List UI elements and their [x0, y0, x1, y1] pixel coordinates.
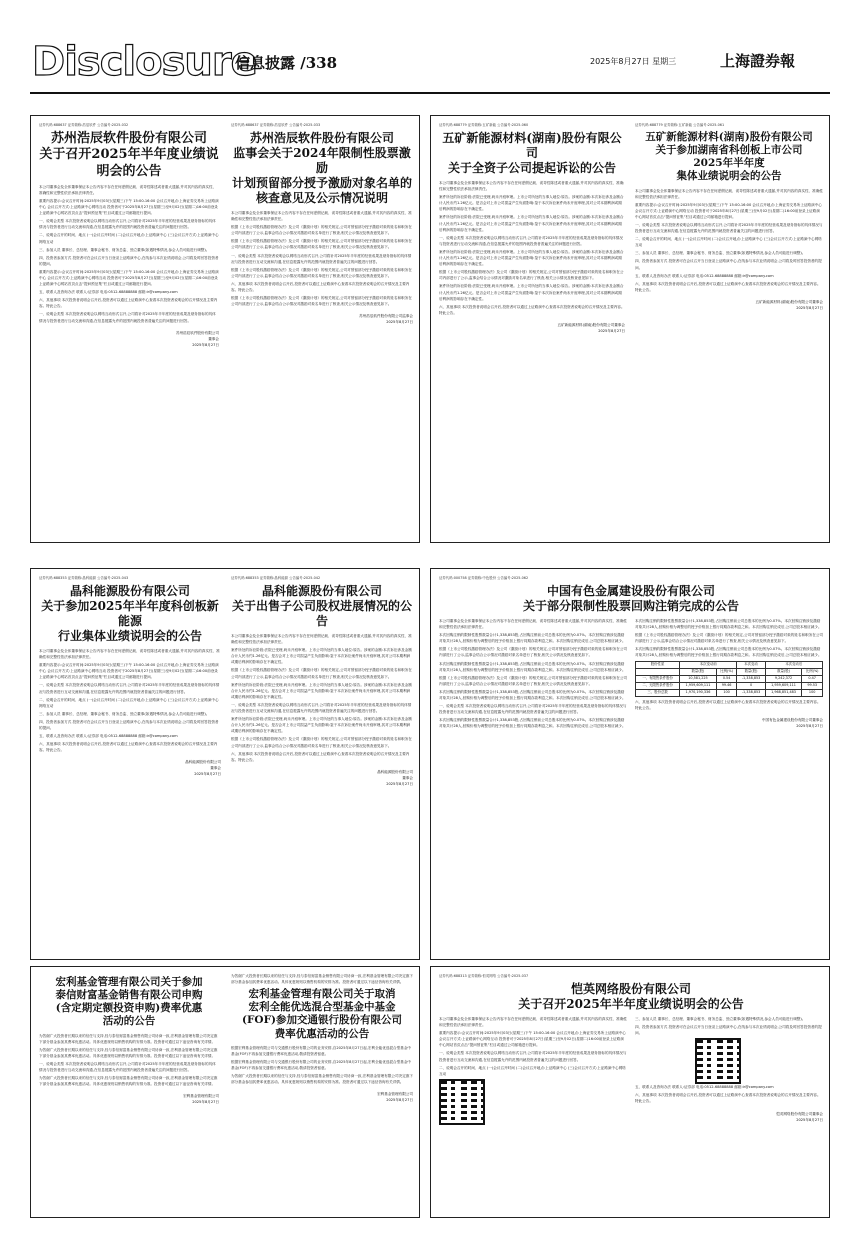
signature: 苏州浩辰软件股份有限公司监事会 2025年8月27日	[359, 314, 413, 325]
paragraph: 六、其他事项 本次投资者说明会召开后,投资者可以通过上证路演中心查看本次投资者说明会的召开情况及主要内容。特此公告。	[635, 1093, 821, 1104]
paragraph: 二、说明会召开的时间、地点 (一)会议召开时间 (二)会议召开地点:上证路演中心 (三)会议召开方式:上证路演中心网络互动	[39, 233, 219, 244]
table-header-row: 股份性质 本次变动前 本次变动 本次变动后	[636, 661, 823, 668]
paragraph: 案件所处的诉讼阶段:法院已受理,尚未开庭审理。上市公司所处的当事人地位:原告。涉案的金额:本次诉讼涉及金额合计人民币约1.26亿元。是否会对上市公司损益产生负面影响:鉴于本次诉讼案件尚未开庭审理,其对公司本期利润或期后利润的影响存在不确定性。	[231, 717, 412, 734]
announcement-title: 五矿新能源材料(湖南)股份有限公司 关于参加湖南省科创板上市公司 2025年半年度 集体业绩说明会的公告	[645, 131, 813, 183]
paragraph: 根据《上市公司股权激励管理办法》及公司《激励计划》的相关规定,公司对预留部分授予激励对象的姓名和职务在公司内部进行了公示,监事会结合公示情况对激励对象名单进行了核查,相关公示情况及核查意见如下。	[231, 225, 412, 236]
announcement-a7	[439, 575, 823, 955]
paragraph: 本次回购注销的限制性股票数量合计1,338,853股,占回购注销前公司总股本的比例为0.07%。本次回购注销涉及激励对象共计28人,回购价格为调整后的授予价格加上银行同期存款利息之和。本次回购注销完成后,公司总股本相应减少。	[439, 718, 626, 729]
announcement-a5	[39, 575, 221, 955]
announcement-title: 苏州浩辰软件股份有限公司 监事会关于2024年限制性股票激励 计划预留部分授予激励对象名单的 核查意见及公示情况说明	[231, 131, 412, 205]
section-title: 信息披露 /338	[235, 54, 338, 72]
paragraph: 六、其他事项 本次投资者说明会召开后,投资者可以通过上证路演中心查看本次投资者说明会的召开情况及主要内容。特此公告。	[439, 304, 625, 315]
paragraph: 一、说明会类型 本次投资者说明会以网络互动形式召开,公司将针对2025年半年度的经营成果及财务指标的具体情况与投资者进行互动交流和沟通,在信息披露允许的范围内就投资者普遍关注的问题进行回答。	[635, 222, 823, 234]
signature: 中国有色金属建设股份有限公司董事会 2025年8月27日	[761, 717, 823, 728]
announcement-a3	[439, 122, 625, 538]
paragraph: 本次回购注销的限制性股票数量合计1,338,853股,占回购注销前公司总股本的比例为0.07%。本次回购注销涉及激励对象共计28人,回购价格为调整后的授予价格加上银行同期存款利息之和。本次回购注销完成后,公司总股本相应减少。	[439, 633, 626, 644]
issue-date: 2025年8月27日 星期三	[590, 57, 677, 66]
paragraph: 一、说明会类型 本次投资者说明会以网络互动形式召开,公司将针对2025年半年度的经营成果及财务指标的具体情况与投资者进行互动交流和沟通,在信息披露允许的范围内就投资者普遍关注的问题进行回答。	[231, 253, 412, 264]
paragraph: 二、说明会召开的时间、地点 (一)会议召开时间 (二)会议召开地点:上证路演中心 (三)会议召开方式:上证路演中心网络互动	[635, 237, 822, 248]
announcement-title: 中国有色金属建设股份有限公司 关于部分限制性股票回购注销完成的公告	[522, 584, 739, 613]
paragraph: 为答谢广大投资者长期以来的信任与支持,经与泰信财富基金销售有限公司协商一致,宏利基金管理有限公司决定旗下部分基金参加其费率优惠活动。具体优惠规则以销售机构的安排为准。投资者可通过以下途径咨询有关详情。	[231, 974, 413, 985]
paragraph: 五、联系人及咨询办法 联系人:证券部 电话:0512-68888888 邮箱:ir@company.com	[39, 734, 178, 739]
newspaper-name: 上海證券報	[720, 52, 796, 70]
paragraph: 三、参加人员 董事长、总经理、董事会秘书、财务总监、独立董事(如遇特殊情况,参会人员可能进行调整)。	[635, 251, 806, 256]
signature: 苏州浩辰软件股份有限公司 董事会 2025年8月27日	[175, 330, 219, 347]
paragraph: 一、说明会类型 本次投资者说明会以网络互动形式召开,公司将针对2025年半年度的经营成果及财务指标的具体情况与投资者进行互动交流和沟通,在信息披露允许的范围内就投资者普遍关注的问题进行回答。	[39, 683, 220, 694]
paragraph: 为答谢广大投资者长期以来的信任与支持,经与泰信财富基金销售有限公司协商一致,宏利基金管理有限公司决定旗下部分基金参加其费率优惠活动。具体优惠规则以销售机构的安排为准。投资者可通过以下途径咨询有关详情。	[231, 1074, 413, 1085]
paragraph: 根据《上市公司股权激励管理办法》及公司《激励计划》的相关规定,公司对预留部分授予激励对象的姓名和职务在公司内部进行了公示,监事会结合公示情况对激励对象名单进行了核查,相关公示情况及核查意见如下。	[231, 668, 412, 679]
panel-nfc	[430, 568, 830, 960]
stock-code: 证券代码:688313 证券简称:恒英网络 公告编号:2025-037	[439, 974, 529, 978]
announcement-title: 苏州浩辰软件股份有限公司 关于召开2025年半年度业绩说明会的公告	[39, 131, 219, 179]
paragraph: 根据《上市公司股权激励管理办法》及公司《激励计划》的相关规定,公司对预留部分授予激励对象的姓名和职务在公司内部进行了公示,监事会结合公示情况对激励对象名单进行了核查,相关公示情况及核查意见如下。	[439, 675, 628, 686]
paragraph: 案件所处的诉讼阶段:法院已受理,尚未开庭审理。上市公司所处的当事人地位:原告。涉案的金额:本次诉讼涉及金额合计人民币约1.26亿元。是否会对上市公司损益产生负面影响:鉴于本次诉讼案件尚未开庭审理,其对公司本期利润或期后利润的影响存在不确定性。	[231, 648, 412, 665]
paragraph: 六、其他事项 本次投资者说明会召开后,投资者可以通过上证路演中心查看本次投资者说明会的召开情况及主要内容。特此公告。	[39, 298, 218, 309]
announcement-a2	[231, 122, 413, 538]
masthead	[30, 38, 830, 88]
paragraph: 一、说明会类型 本次投资者说明会以网络互动形式召开,公司将针对2025年半年度的经营成果及财务指标的具体情况与投资者进行互动交流和沟通,在信息披露允许的范围内就投资者普遍关注的问题进行回答。	[439, 1051, 627, 1062]
announcement-title: 五矿新能源材料(湖南)股份有限公司 关于全资子公司提起诉讼的公告	[442, 131, 622, 175]
paragraph: 根据《上市公司股权激励管理办法》及公司《激励计划》的相关规定,公司对预留部分授予激励对象的姓名和职务在公司内部进行了公示,监事会结合公示情况对激励对象名单进行了核查,相关公示情况及核查意见如下。	[231, 737, 412, 748]
table-row: 三、股份总数 1,970,190,336 100 -1,338,853 1,968,851,483 100	[636, 689, 823, 696]
stock-code: 证券代码:688353 证券简称:晶科能源 公告编号:2025-043	[39, 576, 129, 580]
paragraph: 一、说明会类型 本次投资者说明会以网络互动形式召开,公司将针对2025年半年度的经营成果及财务指标的具体情况与投资者进行互动交流和沟通,在信息披露允许的范围内就投资者普遍关注的问题进行回答。	[39, 219, 216, 230]
paragraph: 本次回购注销的限制性股票数量合计1,338,853股,占回购注销前公司总股本的比例为0.07%。本次回购注销涉及激励对象共计28人,回购价格为调整后的授予价格加上银行同期存款利息之和。本次回购注销完成后,公司总股本相应减少。	[439, 661, 626, 672]
paragraph: 根据《上市公司股权激励管理办法》及公司《激励计划》的相关规定,公司对预留部分授予激励对象的姓名和职务在公司内部进行了公示,监事会结合公示情况对激励对象名单进行了核查,相关公示情况及核查意见如下。	[439, 647, 628, 658]
signature: 五矿新能源材料(湖南)股份有限公司董事会 2025年8月27日	[755, 299, 823, 310]
paragraph: 根据宏利基金管理有限公司与交通银行股份有限公司的业务安排,自2025年8月27日起,宏利全能优选混合型基金中基金(FOF)不再参加交通银行费率优惠活动,敬请投资者留意。	[231, 1045, 412, 1056]
paragraph: 案件所处的诉讼阶段:法院已受理,尚未开庭审理。上市公司所处的当事人地位:原告。涉案的金额:本次诉讼涉及金额合计人民币约1.26亿元。是否会对上市公司损益产生负面影响:鉴于本次诉讼案件尚未开庭审理,其对公司本期利润或期后利润的影响存在不确定性。	[439, 284, 624, 301]
paragraph: 重要内容提示:会议召开时间:2025年9月03日(星期三)下午 15:00-16:00 会议召开地点:上海证券交易所上证路演中心 会议召开方式:上证路演中心网络互动 投资者可于2025年8月27日(星期三)至9月02日(星期二)16:00前登录上证路演中心网站首页点击“提问预征集”栏目或通过公司邮箱进行提问。	[39, 663, 219, 680]
paragraph: 本公司董事会及全体董事保证本公告内容不存在任何虚假记载、误导性陈述或者重大遗漏,并对其内容的真实性、准确性和完整性依法承担法律责任。	[635, 188, 823, 199]
announcement-a6	[231, 575, 413, 955]
qr-code-icon	[695, 1038, 741, 1084]
paragraph: 三、参加人员 董事长、总经理、董事会秘书、财务总监、独立董事(如遇特殊情况,参会人员可能进行调整)。	[635, 1017, 806, 1021]
paragraph: 为答谢广大投资者长期以来的信任与支持,经与泰信财富基金销售有限公司协商一致,宏利基金管理有限公司决定旗下部分基金参加其费率优惠活动。具体优惠规则以销售机构的安排为准。投资者可通过以下途径咨询有关详情。	[39, 1047, 218, 1058]
paragraph: 本次回购注销的限制性股票数量合计1,338,853股,占回购注销前公司总股本的比例为0.07%。本次回购注销涉及激励对象共计28人,回购价格为调整后的授予价格加上银行同期存款利息之和。本次回购注销完成后,公司总股本相应减少。	[635, 647, 822, 658]
paragraph: 六、其他事项 本次投资者说明会召开后,投资者可以通过上证路演中心查看本次投资者说明会的召开情况及主要内容。特此公告。	[231, 751, 410, 762]
panel-jinko	[30, 568, 420, 960]
paragraph: 三、参加人员 董事长、总经理、董事会秘书、财务总监、独立董事(如遇特殊情况,参会人员可能进行调整)。	[39, 711, 210, 716]
announcement-title: 晶科能源股份有限公司 关于参加2025年半年度科创板新能源 行业集体业绩说明会的公告	[41, 584, 219, 643]
paragraph: 重要内容提示:会议召开时间:2025年9月03日(星期三)下午 15:00-16:00 会议召开地点:上海证券交易所上证路演中心 会议召开方式:上证路演中心网络互动 投资者可于2025年8月27日(星期三)至9月02日(星期二)16:00前登录上证路演中心网站首页点击“提问预征集”栏目或通过公司邮箱进行提问。	[39, 269, 219, 287]
paragraph: 本公司董事会及全体董事保证本公告内容不存在任何虚假记载、误导性陈述或者重大遗漏,并对其内容的真实性、准确性和完整性依法承担法律责任。	[231, 634, 412, 645]
paragraph: 一、说明会类型 本次投资者说明会以网络互动形式召开,公司将针对2025年半年度的经营成果及财务指标的具体情况与投资者进行互动交流和沟通,在信息披露允许的范围内就投资者普遍关注的问题进行回答。	[439, 235, 623, 246]
paragraph: 本公司董事会及全体董事保证本公告内容不存在任何虚假记载、误导性陈述或者重大遗漏,并对其内容的真实性、准确性和完整性依法承担法律责任。	[439, 619, 628, 630]
paragraph: 重要内容提示:会议召开时间:2025年9月03日(星期三)下午 15:00-16:00 会议召开地点:上海证券交易所上证路演中心 会议召开方式:上证路演中心网络互动 投资者可于2025年8月27日(星期三)至9月02日(星期二)16:00前登录上证路演中心网站首页点击“提问预征集”栏目或通过公司邮箱进行提问。	[635, 202, 822, 219]
stock-code: 证券代码:688637 证券简称:浩辰软件 公告编号:2025-033	[231, 123, 321, 127]
panel-kaiying	[430, 966, 830, 1218]
paragraph: 五、联系人及咨询办法 联系人:证券部 电话:0512-68888888 邮箱:ir@company.com	[635, 273, 774, 278]
paragraph: 本公司董事会及全体董事保证本公告内容不存在任何虚假记载、误导性陈述或者重大遗漏,并对其内容的真实性、准确性和完整性依法承担法律责任。	[39, 649, 220, 660]
paragraph: 本公司董事会及全体董事保证本公告内容不存在任何虚假记载、误导性陈述或者重大遗漏,并对其内容的真实性、准确性和完整性依法承担法律责任。	[439, 1017, 628, 1028]
stock-code: 证券代码:688779 证券简称:五矿新能 公告编号:2025-060	[439, 123, 529, 127]
paragraph: 三、参加人员 董事长、总经理、董事会秘书、财务总监、独立董事(如遇特殊情况,参会人员可能进行调整)。	[39, 247, 210, 252]
announcement-a8	[39, 973, 219, 1213]
signature: 晶科能源股份有限公司 董事会 2025年8月27日	[185, 760, 221, 777]
stock-code: 证券代码:688779 证券简称:五矿新能 公告编号:2025-061	[635, 123, 725, 127]
paragraph: 一、说明会类型 本次投资者说明会以网络互动形式召开,公司将针对2025年半年度的经营成果及财务指标的具体情况与投资者进行互动交流和沟通,在信息披露允许的范围内就投资者普遍关注的问题进行回答。	[39, 312, 216, 323]
paragraph: 重要内容提示:会议召开时间:2025年9月03日(星期三)下午 15:00-16:00 会议召开地点:上海证券交易所上证路演中心 会议召开方式:上证路演中心网络互动 投资者可于2025年8月27日(星期三)至9月02日(星期二)16:00前登录上证路演中心网站首页点击“提问预征集”栏目或通过公司邮箱进行提问。	[39, 198, 219, 216]
signature: 五矿新能源材料(湖南)股份有限公司董事会 2025年8月27日	[557, 322, 625, 333]
stock-code: 证券代码:000758 证券简称:中色股份 公告编号:2025-062	[439, 576, 529, 580]
paragraph: 根据《上市公司股权激励管理办法》及公司《激励计划》的相关规定,公司对预留部分授予激励对象的姓名和职务在公司内部进行了公示,监事会结合公示情况对激励对象名单进行了核查,相关公示情况及核查意见如下。	[231, 239, 412, 250]
paragraph: 本公司董事会及全体董事保证本公告内容不存在任何虚假记载、误导性陈述或者重大遗漏,并对其内容的真实性、准确性和完整性依法承担法律责任。	[39, 184, 217, 195]
paragraph: 案件所处的诉讼阶段:法院已受理,尚未开庭审理。上市公司所处的当事人地位:原告。涉案的金额:本次诉讼涉及金额合计人民币约1.26亿元。是否会对上市公司损益产生负面影响:鉴于本次诉讼案件尚未开庭审理,其对公司本期利润或期后利润的影响存在不确定性。	[439, 215, 624, 232]
paragraph: 为答谢广大投资者长期以来的信任与支持,经与泰信财富基金销售有限公司协商一致,宏利基金管理有限公司决定旗下部分基金参加其费率优惠活动。具体优惠规则以销售机构的安排为准。投资者可通过以下途径咨询有关详情。	[39, 1033, 218, 1044]
brand-logo: Disclosure	[32, 39, 257, 85]
paragraph: 一、说明会类型 本次投资者说明会以网络互动形式召开,公司将针对2025年半年度的经营成果及财务指标的具体情况与投资者进行互动交流和沟通,在信息披露允许的范围内就投资者普遍关注的问题进行回答。	[439, 704, 627, 715]
paragraph: 四、投资者参加方式 投资者可在会议召开当日登录上证路演中心,在线参与本次业绩说明会,公司将及时回答投资者的提问。	[39, 255, 219, 266]
paragraph: 六、其他事项 本次投资者说明会召开后,投资者可以通过上证路演中心查看本次投资者说明会的召开情况及主要内容。特此公告。	[231, 281, 410, 293]
paragraph: 二、说明会召开的时间、地点 (一)会议召开时间 (二)会议召开地点:上证路演中心 (三)会议召开方式:上证路演中心网络互动	[439, 1065, 626, 1076]
announcement-title: 恺英网络股份有限公司 关于召开2025年半年度业绩说明会的公告	[518, 982, 744, 1011]
paragraph: 四、投资者参加方式 投资者可在会议召开当日登录上证路演中心,在线参与本次业绩说明会,公司将及时回答投资者的提问。	[39, 719, 219, 731]
announcement-title: 宏利基金管理有限公司关于取消 宏利全能优选混合型基金中基金 (FOF)参加交通银行股份有限公司 费率优惠活动的公告	[242, 988, 402, 1040]
masthead-rule	[30, 92, 830, 94]
table-row: 一、有限售条件股份 10,581,225 0.54 -1,338,853 9,242,372 0.47	[636, 675, 823, 682]
paragraph: 五、联系人及咨询办法 联系人:证券部 电话:0512-68888888 邮箱:ir@company.com	[635, 1085, 774, 1090]
paragraph: 根据《上市公司股权激励管理办法》及公司《激励计划》的相关规定,公司对预留部分授予激励对象的姓名和职务在公司内部进行了公示,监事会结合公示情况对激励对象名单进行了核查,相关公示情况及核查意见如下。	[231, 267, 412, 278]
announcement-a10	[439, 973, 823, 1213]
paragraph: 本次回购注销的限制性股票数量合计1,338,853股,占回购注销前公司总股本的比例为0.07%。本次回购注销涉及激励对象共计28人,回购价格为调整后的授予价格加上银行同期存款利息之和。本次回购注销完成后,公司总股本相应减少。	[439, 689, 626, 701]
table-subheader-row: 数量(股) 比例(%) 数量(股) 数量(股) 比例(%)	[636, 668, 823, 675]
stock-code: 证券代码:688353 证券简称:晶科能源 公告编号:2025-042	[231, 576, 321, 580]
signature: 恺英网络股份有限公司董事会 2025年8月27日	[776, 1111, 823, 1122]
announcement-a4	[635, 122, 823, 538]
paragraph: 六、其他事项 本次投资者说明会召开后,投资者可以通过上证路演中心查看本次投资者说明会的召开情况及主要内容。特此公告。	[39, 742, 218, 753]
panel-haochen	[30, 115, 420, 543]
panel-wukuang	[430, 115, 830, 543]
paragraph: 案件所处的诉讼阶段:法院已受理,尚未开庭审理。上市公司所处的当事人地位:原告。涉案的金额:本次诉讼涉及金额合计人民币约1.26亿元。是否会对上市公司损益产生负面影响:鉴于本次诉讼案件尚未开庭审理,其对公司本期利润或期后利润的影响存在不确定性。	[231, 682, 412, 699]
paragraph: 根据《上市公司股权激励管理办法》及公司《激励计划》的相关规定,公司对预留部分授予激励对象的姓名和职务在公司内部进行了公示,监事会结合公示情况对激励对象名单进行了核查,相关公示情况及核查意见如下。	[635, 633, 823, 644]
paragraph: 本公司董事会及全体董事保证本公告内容不存在任何虚假记载、误导性陈述或者重大遗漏,并对其内容的真实性、准确性和完整性依法承担法律责任。	[231, 211, 412, 222]
paragraph: 二、说明会召开的时间、地点 (一)会议召开时间 (二)会议召开地点:上证路演中心 (三)会议召开方式:上证路演中心网络互动	[39, 697, 219, 708]
paragraph: 根据宏利基金管理有限公司与交通银行股份有限公司的业务安排,自2025年8月27日起,宏利全能优选混合型基金中基金(FOF)不再参加交通银行费率优惠活动,敬请投资者留意。	[231, 1059, 412, 1070]
signature: 晶科能源股份有限公司 董事会 2025年8月27日	[377, 769, 413, 786]
qr-code-icon	[439, 1079, 485, 1125]
paragraph: 一、说明会类型 本次投资者说明会以网络互动形式召开,公司将针对2025年半年度的经营成果及财务指标的具体情况与投资者进行互动交流和沟通,在信息披露允许的范围内就投资者普遍关注的问题进行回答。	[231, 702, 412, 714]
paragraph: 六、其他事项 本次投资者说明会召开后,投资者可以通过上证路演中心查看本次投资者说明会的召开情况及主要内容。特此公告。	[635, 699, 821, 710]
paragraph: 本公司董事会及全体董事保证本公告内容不存在任何虚假记载、误导性陈述或者重大遗漏,并对其内容的真实性、准确性和完整性依法承担法律责任。	[439, 181, 624, 192]
paragraph: 根据《上市公司股权激励管理办法》及公司《激励计划》的相关规定,公司对预留部分授予激励对象的姓名和职务在公司内部进行了公示,监事会结合公示情况对激励对象名单进行了核查,相关公示情况及核查意见如下。	[439, 270, 624, 281]
announcement-a9	[231, 973, 413, 1213]
share-structure-table	[635, 661, 823, 697]
signature: 宏利基金管理有限公司 2025年8月27日	[183, 1094, 219, 1105]
table-row: 二、无限售条件股份 1,959,609,111 99.46 0 1,959,609,111 99.53	[636, 682, 823, 689]
paragraph: 一、说明会类型 本次投资者说明会以网络互动形式召开,公司将针对2025年半年度的经营成果及财务指标的具体情况与投资者进行互动交流和沟通,在信息披露允许的范围内就投资者普遍关注的问题进行回答。	[39, 1061, 216, 1072]
signature: 宏利基金管理有限公司 2025年8月27日	[377, 1092, 413, 1103]
paragraph: 六、其他事项 本次投资者说明会召开后,投资者可以通过上证路演中心查看本次投资者说明会的召开情况及主要内容。特此公告。	[635, 281, 821, 292]
panel-manulife	[30, 966, 420, 1218]
paragraph: 四、投资者参加方式 投资者可在会议召开当日登录上证路演中心,在线参与本次业绩说明会,公司将及时回答投资者的提问。	[635, 259, 822, 270]
paragraph: 为答谢广大投资者长期以来的信任与支持,经与泰信财富基金销售有限公司协商一致,宏利基金管理有限公司决定旗下部分基金参加其费率优惠活动。具体优惠规则以销售机构的安排为准。投资者可通过以下途径咨询有关详情。	[39, 1076, 218, 1087]
paragraph: 案件所处的诉讼阶段:法院已受理,尚未开庭审理。上市公司所处的当事人地位:原告。涉案的金额:本次诉讼涉及金额合计人民币约1.26亿元。是否会对上市公司损益产生负面影响:鉴于本次诉讼案件尚未开庭审理,其对公司本期利润或期后利润的影响存在不确定性。	[439, 195, 624, 212]
announcement-title: 宏利基金管理有限公司关于参加 泰信财富基金销售有限公司申购 (含定期定额投资申购)费率优惠 活动的公告	[55, 976, 203, 1028]
paragraph: 根据《上市公司股权激励管理办法》及公司《激励计划》的相关规定,公司对预留部分授予激励对象的姓名和职务在公司内部进行了公示,监事会结合公示情况对激励对象名单进行了核查,相关公示情况及核查意见如下。	[231, 296, 412, 307]
paragraph: 五、联系人及咨询办法 联系人:证券部 电话:0512-68888888 邮箱:ir@company.com	[39, 290, 178, 295]
paragraph: 本次回购注销的限制性股票数量合计1,338,853股,占回购注销前公司总股本的比例为0.07%。本次回购注销涉及激励对象共计28人,回购价格为调整后的授予价格加上银行同期存款利息之和。本次回购注销完成后,公司总股本相应减少。	[635, 619, 822, 630]
announcement-a1	[39, 122, 219, 538]
paragraph: 四、投资者参加方式 投资者可在会议召开当日登录上证路演中心,在线参与本次业绩说明会,公司将及时回答投资者的提问。	[635, 1025, 822, 1036]
announcement-title: 晶科能源股份有限公司 关于出售子公司股权进展情况的公告	[231, 584, 412, 628]
paragraph: 案件所处的诉讼阶段:法院已受理,尚未开庭审理。上市公司所处的当事人地位:原告。涉案的金额:本次诉讼涉及金额合计人民币约1.26亿元。是否会对上市公司损益产生负面影响:鉴于本次诉讼案件尚未开庭审理,其对公司本期利润或期后利润的影响存在不确定性。	[439, 249, 624, 267]
paragraph: 重要内容提示:会议召开时间:2025年9月03日(星期三)下午 15:00-16:00 会议召开地点:上海证券交易所上证路演中心 会议召开方式:上证路演中心网络互动 投资者可于2025年8月27日(星期三)至9月02日(星期二)16:00前登录上证路演中心网站首页点击“提问预征集”栏目或通过公司邮箱进行提问。	[439, 1031, 626, 1048]
stock-code: 证券代码:688637 证券简称:浩辰软件 公告编号:2025-032	[39, 123, 129, 127]
